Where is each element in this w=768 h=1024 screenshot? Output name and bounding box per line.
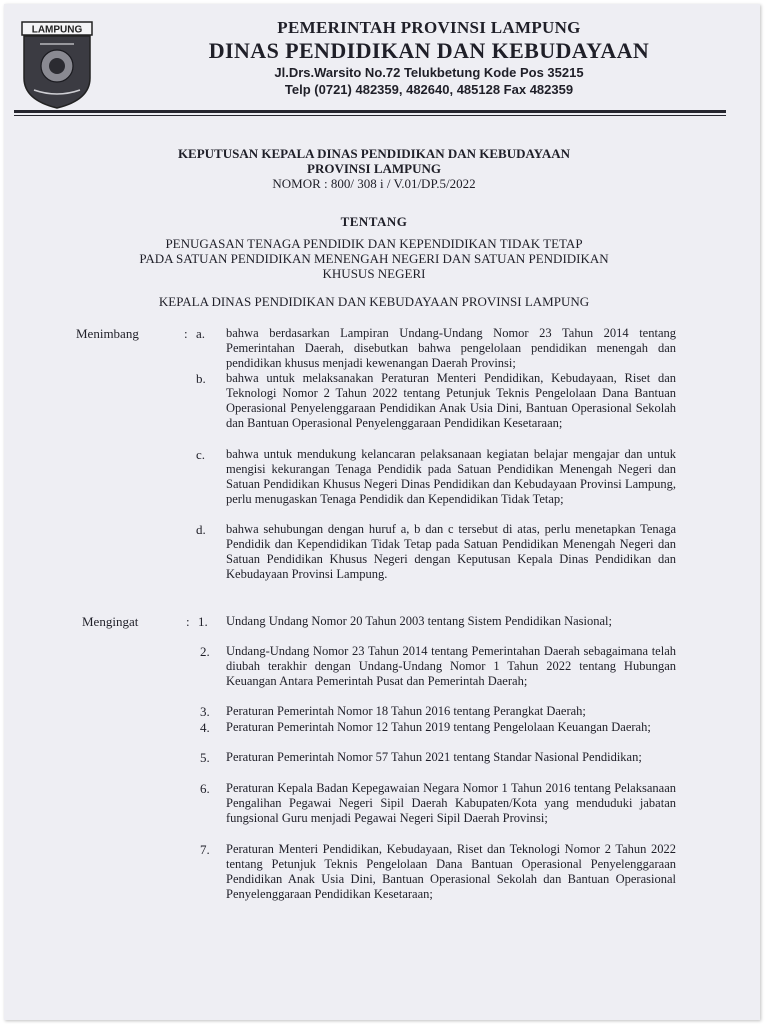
remembering-marker-4: 4. — [200, 720, 210, 735]
considering-marker-b: b. — [196, 371, 206, 386]
decree-title-line-2: PROVINSI LAMPUNG — [307, 161, 441, 176]
subject-line: KHUSUS NEGERI — [322, 266, 426, 281]
about-heading: TENTANG — [340, 214, 408, 229]
lampung-province-emblem — [20, 20, 94, 110]
decree-title-line-1: KEPUTUSAN KEPALA DINAS PENDIDIKAN DAN KEBUDAYAAN — [177, 146, 571, 161]
remembering-item-7: Peraturan Menteri Pendidikan, Kebudayaan, Riset dan Teknologi Nomor 2 Tahun 2022 tentang Petunjuk Teknis Pengelolaan Dana Bantuan Operasional Penyelenggaraan Pendidikan Anak Usia Dini, Bantuan Operasional Sekolah dan Bantuan Operasional Penyelenggaraan Pendidikan Kesetaraan; — [226, 842, 676, 901]
office-address: Jl.Drs.Warsito No.72 Telukbetung Kode Pos 35215 — [274, 65, 584, 80]
considering-item-b: bahwa untuk melaksanakan Peraturan Menteri Pendidikan, Kebudayaan, Riset dan Teknologi Nomor 2 Tahun 2022 tentang Petunjuk Teknis Pengelolaan Dana Bantuan Operasional Penyelenggaraan Pendidikan Anak Usia Dini, Bantuan Operasional Sekolah dan Bantuan Operasional Penyelenggaraan Pendidikan Kesetaraan; — [226, 371, 676, 430]
decree-number: NOMOR : 800/ 308 i / V.01/DP.5/2022 — [272, 176, 476, 191]
remembering-item-6: Peraturan Kepala Badan Kepegawaian Negara Nomor 1 Tahun 2016 tentang Pelaksanaan Pengalihan Pegawai Negeri Sipil Daerah Kabupaten/Kota yang menduduki jabatan fungsional Guru menjadi Pegawai Negeri Sipil Daerah Provinsi; — [226, 781, 676, 825]
letterhead-rule-thin — [14, 115, 726, 116]
issuing-official: KEPALA DINAS PENDIDIKAN DAN KEBUDAYAAN PROVINSI LAMPUNG — [158, 294, 590, 309]
considering-colon: : — [184, 326, 188, 341]
svg-text:LAMPUNG: LAMPUNG — [31, 24, 83, 36]
remembering-marker-3: 3. — [200, 704, 210, 719]
remembering-label: Mengingat — [82, 614, 139, 629]
subject-line: PADA SATUAN PENDIDIKAN MENENGAH NEGERI DAN SATUAN PENDIDIKAN — [139, 251, 609, 266]
considering-item-a: bahwa berdasarkan Lampiran Undang-Undang Nomor 23 Tahun 2014 tentang Pemerintahan Daerah, disebutkan bahwa pengelolaan pendidikan menengah dan pendidikan khusus menjadi kewenangan Daerah Provinsi; — [226, 326, 676, 370]
government-name: PEMERINTAH PROVINSI LAMPUNG — [277, 18, 581, 37]
decree-subject — [74, 236, 674, 281]
letterhead-rule-thick — [14, 110, 726, 113]
remembering-colon: : — [186, 614, 190, 629]
department-name: DINAS PENDIDIKAN DAN KEBUDAYAAN — [208, 38, 650, 63]
letterhead — [104, 18, 754, 98]
remembering-item-2: Undang-Undang Nomor 23 Tahun 2014 tentang Pemerintahan Daerah sebagaimana telah diubah terakhir dengan Undang-Undang Nomor 1 Tahun 2022 tentang Hubungan Keuangan Antara Pemerintah Pusat dan Pemerintah Daerah; — [226, 644, 676, 688]
remembering-marker-7: 7. — [200, 842, 210, 857]
remembering-item-3: Peraturan Pemerintah Nomor 18 Tahun 2016 tentang Perangkat Daerah; — [226, 704, 586, 718]
remembering-marker-2: 2. — [200, 644, 210, 659]
remembering-item-4: Peraturan Pemerintah Nomor 12 Tahun 2019 tentang Pengelolaan Keuangan Daerah; — [226, 720, 651, 734]
remembering-item-1: Undang Undang Nomor 20 Tahun 2003 tentang Sistem Pendidikan Nasional; — [226, 614, 612, 628]
document-page — [4, 4, 760, 1020]
considering-marker-d: d. — [196, 522, 206, 537]
remembering-marker-5: 5. — [200, 750, 210, 765]
subject-line: PENUGASAN TENAGA PENDIDIK DAN KEPENDIDIKAN TIDAK TETAP — [165, 236, 583, 251]
decree-title — [64, 146, 684, 191]
considering-marker-a: a. — [196, 326, 206, 341]
remembering-marker-1: 1. — [198, 614, 208, 629]
office-phone: Telp (0721) 482359, 482640, 485128 Fax 482359 — [284, 82, 574, 97]
remembering-marker-6: 6. — [200, 781, 210, 796]
considering-item-c: bahwa untuk mendukung kelancaran pelaksanaan kegiatan belajar mengajar dan untuk mengisi kekurangan Tenaga Pendidik pada Satuan Pendidikan Menengah Negeri dan Satuan Pendidikan Khusus Negeri Dinas Pendidikan dan Kebudayaan Provinsi Lampung, perlu menugaskan Tenaga Pendidik dan Kependidikan Tidak Tetap; — [226, 447, 676, 506]
considering-item-d: bahwa sehubungan dengan huruf a, b dan c tersebut di atas, perlu menetapkan Tenaga Pendidik dan Kependidikan Tidak Tetap pada Satuan Pendidikan Menengah Negeri dan Satuan Pendidikan Khusus Negeri dengan Keputusan Kepala Dinas Pendidikan dan Kebudayaan Provinsi Lampung. — [226, 522, 676, 581]
considering-label: Menimbang — [76, 326, 139, 341]
remembering-item-5: Peraturan Pemerintah Nomor 57 Tahun 2021 tentang Standar Nasional Pendidikan; — [226, 750, 642, 764]
considering-marker-c: c. — [196, 447, 206, 462]
